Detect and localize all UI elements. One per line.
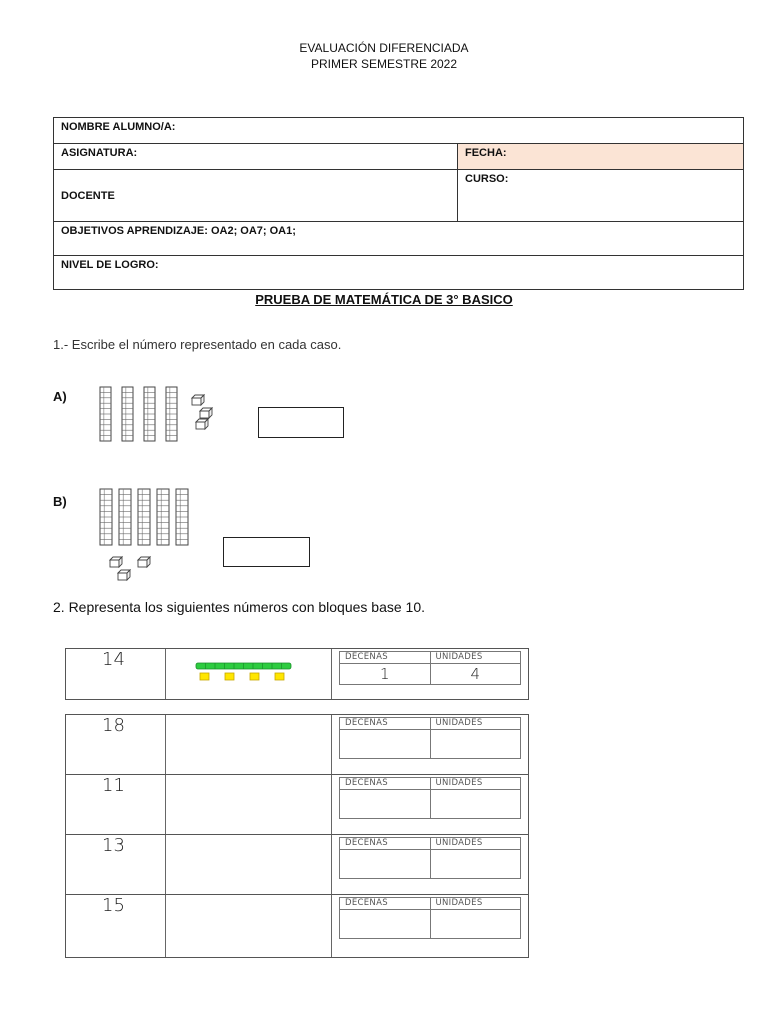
unit-cube-2: [118, 570, 130, 580]
ten-rod-1: [122, 387, 133, 441]
exercise-row-13: [65, 834, 529, 896]
objetivos-field: OBJETIVOS APRENDIZAJE: OA2; OA7; OA1;: [54, 222, 744, 256]
item-b-label: B): [53, 494, 67, 509]
unidades-answer[interactable]: [431, 790, 521, 818]
example-unidades-value: 4: [470, 665, 481, 683]
item-a-blocks: [96, 385, 226, 445]
student-info-table: [53, 117, 744, 290]
unit-cube-1: [200, 408, 212, 418]
decenas-header: DECENAS: [340, 718, 431, 729]
item-a-answer-box[interactable]: [258, 407, 344, 438]
unidades-answer[interactable]: [431, 850, 521, 878]
example-number: 14: [66, 649, 166, 699]
exercise-place-value-box: [339, 837, 521, 879]
example-drawing-cell: [166, 649, 332, 699]
decenas-header: DECENAS: [340, 652, 431, 663]
unidades-header: UNIDADES: [435, 778, 483, 788]
nivel-logro-field[interactable]: NIVEL DE LOGRO:: [54, 256, 744, 290]
example-decenas-value: 1: [340, 664, 431, 684]
question-1-prompt: 1.- Escribe el número representado en cada caso.: [53, 337, 342, 352]
example-row: [65, 648, 529, 700]
unidades-header: UNIDADES: [435, 652, 483, 662]
unidades-header: UNIDADES: [435, 838, 483, 848]
fecha-field[interactable]: FECHA:: [458, 144, 744, 170]
decenas-answer[interactable]: [340, 730, 431, 758]
exercise-place-value-box: [339, 897, 521, 939]
decenas-answer[interactable]: [340, 910, 431, 938]
question-2-prompt: 2. Representa los siguientes números con bloques base 10.: [53, 599, 426, 615]
item-a-label: A): [53, 389, 67, 404]
example-unit-cube-0: [200, 673, 209, 680]
docente-field[interactable]: DOCENTE: [54, 170, 458, 222]
test-title: PRUEBA DE MATEMÁTICA DE 3° BASICO: [255, 292, 513, 307]
exercise-number: 18: [66, 715, 166, 775]
decenas-answer[interactable]: [340, 850, 431, 878]
exercise-row-15: [65, 894, 529, 958]
exercise-number: 13: [66, 835, 166, 895]
unidades-answer[interactable]: [431, 910, 521, 938]
decenas-header: DECENAS: [340, 778, 431, 789]
item-b-blocks: [96, 487, 206, 583]
ten-rod-0: [100, 489, 112, 545]
ten-rod-0: [100, 387, 111, 441]
example-unit-cube-1: [225, 673, 234, 680]
unidades-header: UNIDADES: [435, 898, 483, 908]
unidades-answer[interactable]: [431, 730, 521, 758]
example-unit-cube-3: [275, 673, 284, 680]
decenas-header: DECENAS: [340, 838, 431, 849]
exercise-place-value-box: [339, 777, 521, 819]
exercise-drawing-cell[interactable]: [166, 835, 332, 895]
curso-field[interactable]: CURSO:: [458, 170, 744, 222]
ten-rod-3: [166, 387, 177, 441]
unit-cube-2: [196, 419, 208, 429]
example-place-value-box: [339, 651, 521, 685]
example-ten-rod-0: [196, 663, 291, 669]
unit-cube-0: [110, 557, 122, 567]
document-title: EVALUACIÓN DIFERENCIADA: [299, 41, 469, 55]
exercise-drawing-cell[interactable]: [166, 895, 332, 957]
example-blocks: [166, 649, 331, 699]
exercise-row-18: [65, 714, 529, 776]
ten-rod-2: [144, 387, 155, 441]
decenas-answer[interactable]: [340, 790, 431, 818]
ten-rod-2: [138, 489, 150, 545]
ten-rod-3: [157, 489, 169, 545]
nombre-field[interactable]: NOMBRE ALUMNO/A:: [54, 118, 744, 144]
ten-rod-4: [176, 489, 188, 545]
unit-cube-1: [138, 557, 150, 567]
exercise-number: 11: [66, 775, 166, 835]
exercise-row-11: [65, 774, 529, 836]
decenas-header: DECENAS: [340, 898, 431, 909]
document-subtitle: PRIMER SEMESTRE 2022: [310, 57, 458, 71]
unit-cube-0: [192, 395, 204, 405]
unidades-header: UNIDADES: [435, 718, 483, 728]
exercise-drawing-cell[interactable]: [166, 715, 332, 775]
exercise-number: 15: [66, 895, 166, 957]
asignatura-field[interactable]: ASIGNATURA:: [54, 144, 458, 170]
item-b-answer-box[interactable]: [223, 537, 310, 567]
ten-rod-1: [119, 489, 131, 545]
exercise-drawing-cell[interactable]: [166, 775, 332, 835]
example-unit-cube-2: [250, 673, 259, 680]
exercise-place-value-box: [339, 717, 521, 759]
